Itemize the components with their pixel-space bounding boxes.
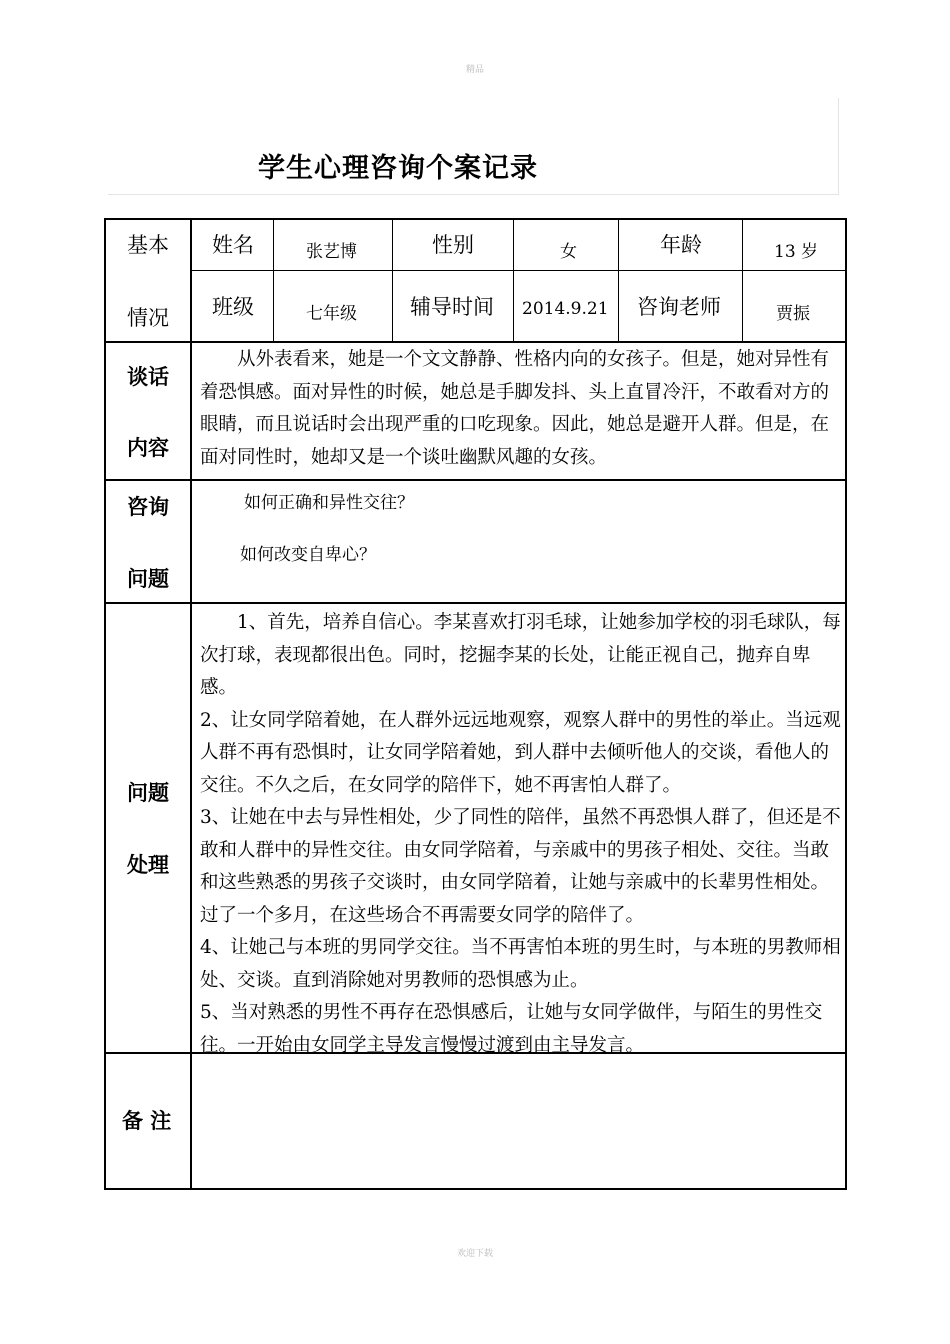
time-value: 2014.9.21 xyxy=(522,299,609,319)
teacher-label: 咨询老师 xyxy=(637,295,721,319)
class-label: 班级 xyxy=(212,295,254,319)
age-label: 年龄 xyxy=(660,233,702,257)
talk-content xyxy=(200,344,842,474)
page-header-mark: 精品 xyxy=(465,65,484,75)
teacher-value: 贾振 xyxy=(776,304,810,324)
handling-step-3: 3、让她在中去与异性相处，少了同性的陪伴，虽然不再恐惧人群了，但还是不敢和人群中的异性交往。由女同学陪着，与亲戚中的男孩子相处、交往。当敢和这些熟悉的男孩子交谈时，由女同学陪着，让她与亲戚中的长辈男性相处。过了一个多月，在这些场合不再需要女同学的陪伴了。 xyxy=(200,807,841,926)
handling-label-top: 问题 xyxy=(127,781,169,805)
basic-label-bottom: 情况 xyxy=(127,306,169,330)
handling-content xyxy=(200,607,842,1062)
row-divider-questions xyxy=(104,479,847,481)
name-label: 姓名 xyxy=(212,233,254,257)
basic-label-top: 基本 xyxy=(127,233,169,257)
question-1: 如何正确和异性交往？ xyxy=(244,493,414,513)
col-divider-2 xyxy=(392,218,393,342)
questions-label-bottom: 问题 xyxy=(127,567,169,591)
handling-step-1: 1、首先，培养自信心。李某喜欢打羽毛球，让她参加学校的羽毛球队，每次打球，表现都很出色。同时，挖掘李某的长处，让能正视自己，抛弃自卑感。 xyxy=(200,612,841,698)
talk-label-top: 谈话 xyxy=(127,365,169,389)
col-divider-5 xyxy=(742,218,743,342)
remarks-label: 备 注 xyxy=(122,1109,172,1133)
name-value: 张艺博 xyxy=(306,242,357,262)
questions-label-top: 咨询 xyxy=(127,495,169,519)
question-2: 如何改变自卑心？ xyxy=(240,545,376,565)
age-value: 13 岁 xyxy=(774,242,819,262)
handling-step-5: 5、当对熟悉的男性不再存在恐惧感后，让她与女同学做伴，与陌生的男性交往。一开始由女同学主导发言慢慢过渡到由主导发言。 xyxy=(200,1002,823,1056)
gender-label: 性别 xyxy=(432,233,474,257)
handling-step-4: 4、让她己与本班的男同学交往。当不再害怕本班的男生时，与本班的男教师相处、交谈。直到消除她对男教师的恐惧感为止。 xyxy=(200,937,841,991)
col-divider-4 xyxy=(618,218,619,342)
gender-value: 女 xyxy=(560,242,577,262)
label-column-divider xyxy=(190,218,192,1190)
class-value: 七年级 xyxy=(306,304,357,324)
col-divider-3 xyxy=(513,218,514,342)
handling-step-2: 2、让女同学陪着她，在人群外远远地观察，观察人群中的男性的举止。当远观人群不再有恐惧时，让女同学陪着她，到人群中去倾听他人的交谈，看他人的交往。不久之后，在女同学的陪伴下，她不再害怕人群了。 xyxy=(200,709,841,796)
row-divider-talk xyxy=(104,341,847,343)
row-divider-handling xyxy=(104,602,847,604)
time-label: 辅导时间 xyxy=(410,295,494,319)
row-divider-basic xyxy=(190,270,847,271)
col-divider-1 xyxy=(273,218,274,342)
talk-text: 从外表看来，她是一个文文静静、性格内向的女孩子。但是，她对异性有着恐惧感。面对异性的时候，她总是手脚发抖、头上直冒冷汗，不敢看对方的眼睛，而且说话时会出现严重的口吃现象。因此，她总是避开人群。但是，在面对同性时，她却又是一个谈吐幽默风趣的女孩。 xyxy=(200,349,830,468)
document-title: 学生心理咨询个案记录 xyxy=(258,153,538,184)
handling-label-bottom: 处理 xyxy=(127,853,169,877)
talk-label-bottom: 内容 xyxy=(127,436,169,460)
page-footer-mark: 欢迎下载 xyxy=(456,1249,493,1259)
